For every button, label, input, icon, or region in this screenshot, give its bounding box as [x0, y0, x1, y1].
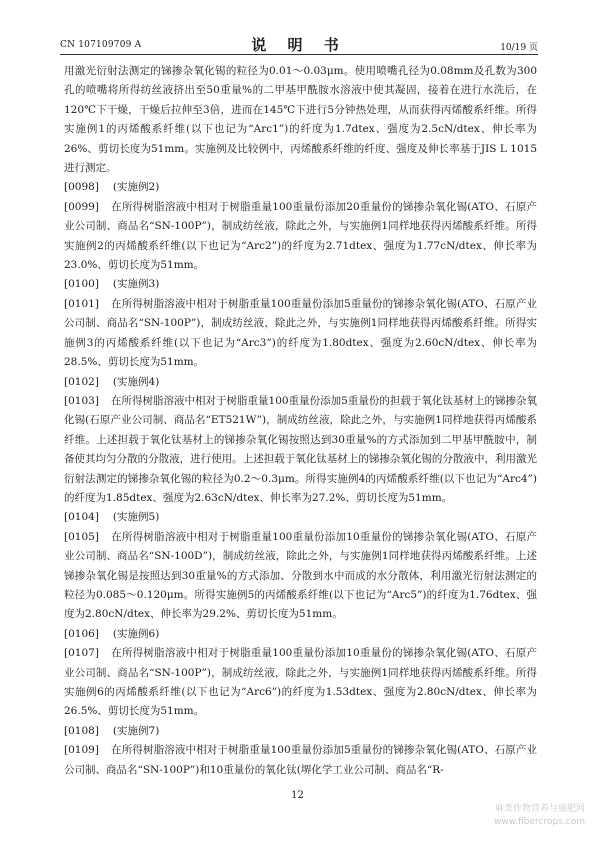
paragraph: [0103] 在所得树脂溶液中相对于树脂重量100重量份添加5重量份的担载于氧化钛基材上的锑掺杂氧化锡(石原产业公司制、商品名“ET521W”)，制成纺丝液，除此之外，与实施例1同样地获得丙烯酸系纤维。上述担载于氧化钛基材上的锑掺杂氧化锡按照达到30重量%的方式添加到二甲基甲酰胺中，制备使其均匀分散的分散液，进行使用。上述担载于氧化钛基材上的锑掺杂氧化锡的分散液中，利用激光衍射法测定的锑掺杂氧化锡的粒径为0.2～0.3μm。所得实施例4的丙烯酸系纤维(以下也记为“Arc4”)的纤度为1.85dtex、强度为2.63cN/dtex、伸长率为27.2%、剪切长度为51mm。 — [64, 394, 537, 504]
paragraph: [0109] 在所得树脂溶液中相对于树脂重量100重量份添加5重量份的锑掺杂氧化锡(ATO、石原产业公司制、商品名“SN-100P”)和10重量份的氧化钛(堺化学工业公司制、商品名“R- — [64, 744, 537, 776]
paragraph-number: [0108] — [64, 724, 99, 737]
section-heading: [0102] (实施例4) — [64, 375, 160, 388]
section-heading: [0098] (实施例2) — [64, 181, 160, 194]
paragraph: [0107] 在所得树脂溶液中相对于树脂重量100重量份添加10重量份的锑掺杂氧化锡(ATO、石原产业公司制、商品名“SN-100P”)，制成纺丝液，除此之外，与实施例1同样地获得丙烯酸系纤维。所得实施例6的丙烯酸系纤维(以下也记为“Arc6”)的纤度为1.53dtex、强度为2.80cN/dtex、伸长率为26.5%、剪切长度为51mm。 — [64, 647, 537, 718]
watermark — [494, 803, 585, 829]
paragraph: [0105] 在所得树脂溶液中相对于树脂重量100重量份添加10重量份的锑掺杂氧化锡(ATO、石原产业公司制、商品名“SN-100D”)，制成纺丝液，除此之外，与实施例1同样地获得丙烯酸系纤维。上述锑掺杂氧化锡是按照达到30重量%的方式添加、分散到水中而成的水分散体，利用激光衍射法测定的粒径为0.085～0.120μm。所得实施例5的丙烯酸系纤维(以下也记为“Arc5”)的纤度为1.76dtex、强度为2.80cN/dtex、伸长率为29.2%、剪切长度为51mm。 — [64, 530, 537, 621]
section-heading: [0106] (实施例6) — [64, 627, 160, 640]
paragraph-number: [0101] — [64, 297, 99, 310]
page-header — [60, 28, 538, 52]
document-body — [64, 62, 537, 780]
section-heading: [0108] (实施例7) — [64, 724, 160, 737]
section-heading: [0100] (实施例3) — [64, 278, 160, 291]
paragraph: [0099] 在所得树脂溶液中相对于树脂重量100重量份添加20重量份的锑掺杂氧化锡(ATO、石原产业公司制、商品名“SN-100P”)，制成纺丝液，除此之外，与实施例1同样地获得丙烯酸系纤维。所得实施例2的丙烯酸系纤维(以下也记为“Arc2”)的纤度为2.71dtex、强度为1.77cN/dtex、伸长率为23.0%、剪切长度为51mm。 — [64, 200, 537, 272]
watermark-site-name: 麻类作物营养与施肥网 — [494, 804, 585, 814]
watermark-url: www.fibercrops.com — [494, 817, 585, 827]
section-heading: [0104] (实施例5) — [64, 511, 160, 524]
paragraph-number: [0106] — [64, 627, 99, 640]
paragraph-number: [0099] — [64, 200, 99, 213]
paragraph-number: [0103] — [64, 394, 99, 407]
paragraph: 用激光衍射法测定的锑掺杂氧化锡的粒径为0.01～0.03μm。使用喷嘴孔径为0.08mm及孔数为300孔的喷嘴将所得纺丝液挤出至50重量%的二甲基甲酰胺水溶液中使其凝固，接着在进行水洗后，在120℃下干燥，干燥后拉伸至3倍，进而在145℃下进行5分钟热处理，从而获得丙烯酸系纤维。所得实施例1的丙烯酸系纤维(以下也记为“Arc1”)的纤度为1.7dtex、强度为2.5cN/dtex、伸长率为26%、剪切长度为51mm。实施例及比较例中，丙烯酸系纤维的纤度、强度及伸长率基于JIS L 1015进行测定。 — [64, 65, 537, 175]
page-info: 10/19 页 — [500, 43, 538, 53]
publication-number: CN 107109709 A — [60, 40, 142, 50]
paragraph-number: [0100] — [64, 278, 99, 291]
paragraph-number: [0107] — [64, 647, 99, 660]
header-rule — [60, 54, 538, 55]
paragraph-number: [0109] — [64, 744, 99, 757]
page-number: 12 — [291, 790, 304, 801]
paragraph-number: [0102] — [64, 375, 99, 388]
document-title: 说 明 书 — [251, 36, 347, 54]
paragraph-number: [0104] — [64, 511, 99, 524]
paragraph-number: [0105] — [64, 530, 99, 543]
paragraph-number: [0098] — [64, 181, 99, 194]
paragraph: [0101] 在所得树脂溶液中相对于树脂重量100重量份添加5重量份的锑掺杂氧化锡(ATO、石原产业公司制、商品名“SN-100P”)，制成纺丝液，除此之外，与实施例1同样地获得丙烯酸系纤维。所得实施例3的丙烯酸系纤维(以下也记为“Arc3”)的纤度为1.80dtex、强度为2.60cN/dtex、伸长率为28.5%、剪切长度为51mm。 — [64, 297, 537, 369]
